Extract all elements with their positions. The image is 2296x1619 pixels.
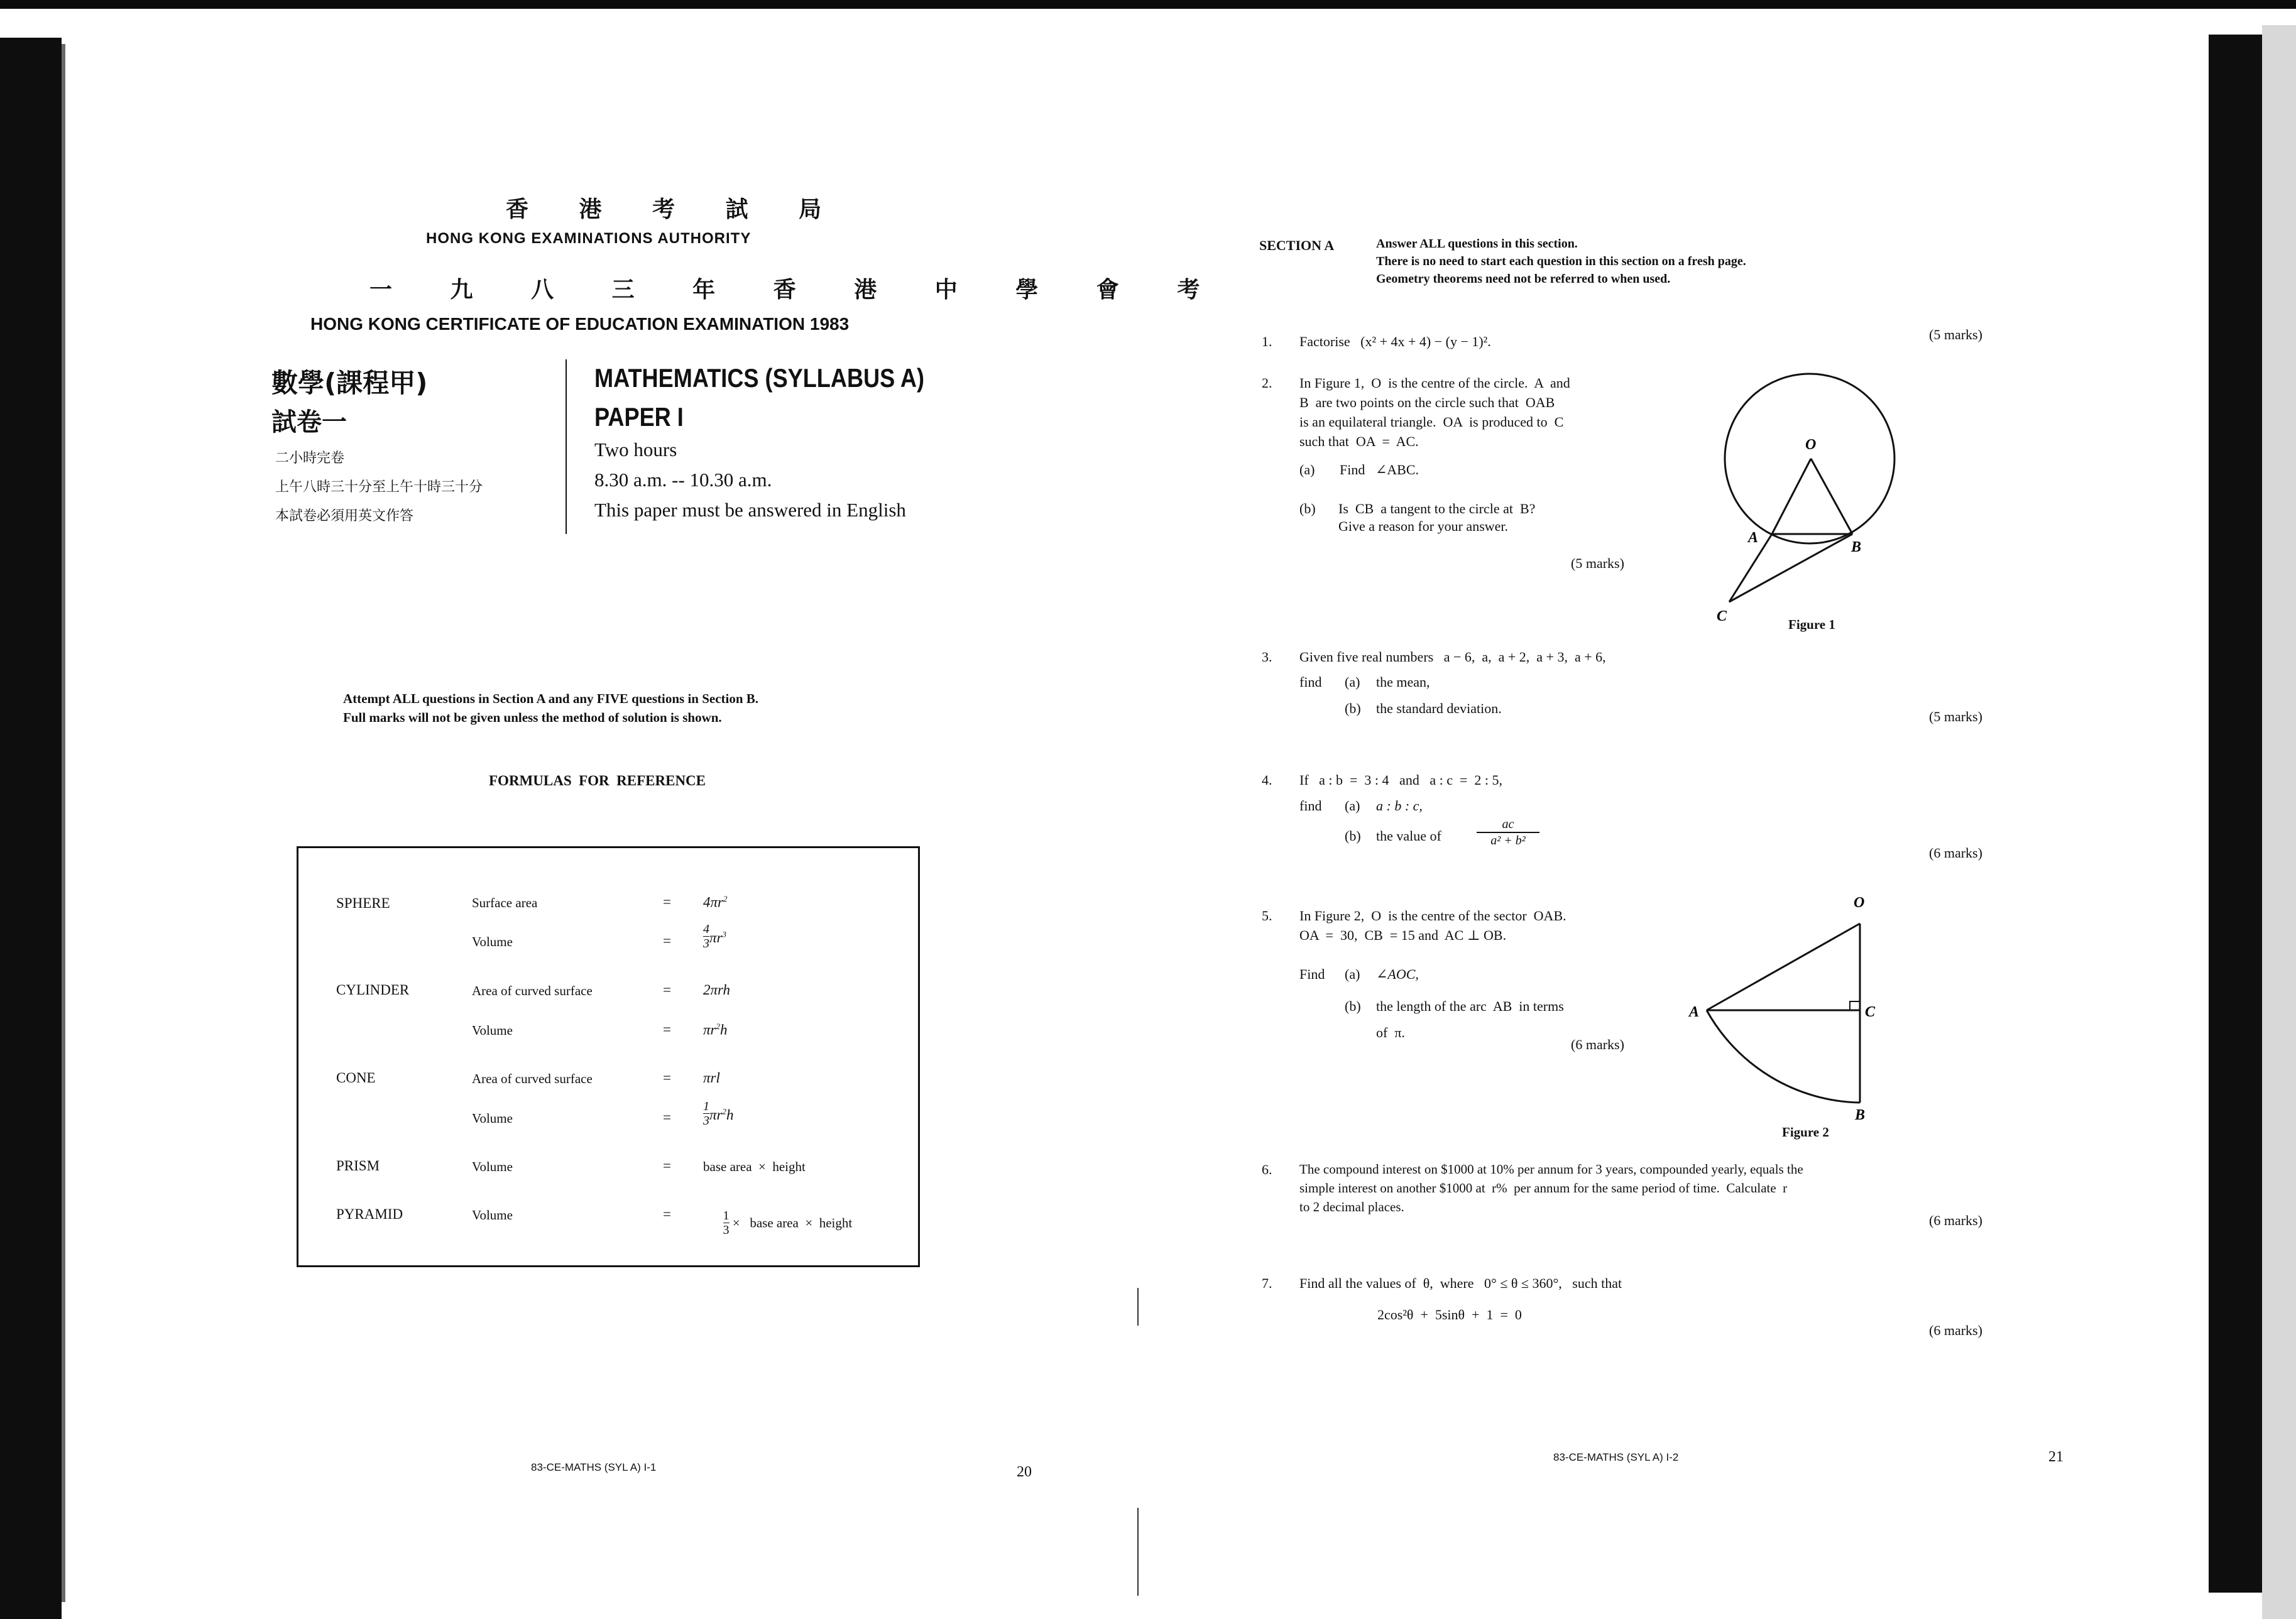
label-b: B bbox=[1851, 539, 1862, 555]
fraction-denominator: a² + b² bbox=[1490, 834, 1526, 848]
scan-top-border bbox=[0, 0, 2296, 9]
footer-code: 83-CE-MATHS (SYL A) I-2 bbox=[1553, 1451, 1679, 1463]
part-label: (b) bbox=[1345, 998, 1361, 1014]
scan-left-shadow bbox=[62, 44, 65, 1602]
formula-quantity: Area of curved surface bbox=[472, 983, 593, 998]
header-divider bbox=[566, 359, 567, 534]
formula-solid: PYRAMID bbox=[336, 1206, 403, 1222]
duration-chinese: 二小時完卷 bbox=[275, 450, 345, 466]
part-label: (a) bbox=[1345, 674, 1360, 690]
formula-equals: = bbox=[663, 982, 671, 998]
page-fold-mark bbox=[1137, 1508, 1139, 1596]
segment-oa bbox=[1707, 924, 1860, 1010]
formula-equals: = bbox=[663, 1070, 671, 1086]
question-text: simple interest on another $1000 at r% per annum for the same period of time. Calculate r bbox=[1299, 1180, 1788, 1196]
question-number: 2. bbox=[1262, 375, 1272, 391]
marks-label: (5 marks) bbox=[1929, 709, 1982, 724]
formula-equals: = bbox=[663, 1022, 671, 1037]
marks-label: (6 marks) bbox=[1929, 1322, 1982, 1338]
subject-english: MATHEMATICS (SYLLABUS A) bbox=[594, 363, 925, 393]
segment-oa bbox=[1772, 459, 1811, 534]
scan-right-shadow bbox=[2262, 25, 2296, 1619]
exam-year-chinese: 一 九 八 三 年 香 港 中 學 會 考 bbox=[369, 276, 1225, 303]
part-text: of π. bbox=[1376, 1025, 1405, 1040]
paper-english: PAPER I bbox=[594, 402, 684, 432]
find-label: find bbox=[1299, 798, 1322, 814]
label-b: B bbox=[1855, 1107, 1866, 1123]
formula-quantity: Volume bbox=[472, 1111, 513, 1126]
formula-quantity: Volume bbox=[472, 1207, 513, 1223]
language-chinese: 本試卷必須用英文作答 bbox=[275, 508, 414, 524]
part-label: (b) bbox=[1299, 501, 1316, 516]
part-label: (a) bbox=[1299, 462, 1315, 477]
label-o: O bbox=[1805, 437, 1817, 453]
authority-chinese: 香 港 考 試 局 bbox=[506, 196, 843, 222]
formula-equals: = bbox=[663, 1158, 671, 1174]
formula-equals: = bbox=[663, 933, 671, 949]
scan-right-edge bbox=[2209, 35, 2262, 1593]
question-number: 7. bbox=[1262, 1275, 1272, 1291]
question-text: B are two points on the circle such that OAB bbox=[1299, 395, 1555, 410]
paper-chinese: 試卷一 bbox=[271, 408, 347, 437]
figure-caption: Figure 1 bbox=[1788, 617, 1835, 632]
label-c: C bbox=[1717, 608, 1727, 624]
section-instruction: Geometry theorems need not be referred to when used. bbox=[1376, 272, 1671, 286]
section-instruction: There is no need to start each question in this section on a fresh page. bbox=[1376, 254, 1746, 268]
section-label: SECTION A bbox=[1259, 237, 1335, 253]
formula-solid: PRISM bbox=[336, 1158, 380, 1174]
formula-expression: $4\pi r^2$ bbox=[703, 894, 728, 910]
formula-quantity: Area of curved surface bbox=[472, 1071, 593, 1086]
formula-equals: = bbox=[663, 1206, 671, 1222]
question-text: to 2 decimal places. bbox=[1299, 1199, 1404, 1214]
segment-ob bbox=[1811, 459, 1852, 534]
arc-ab bbox=[1707, 1010, 1860, 1103]
duration-english: Two hours bbox=[594, 439, 677, 461]
label-o: O bbox=[1854, 895, 1865, 911]
label-c: C bbox=[1865, 1004, 1876, 1020]
part-text: a : b : c, bbox=[1376, 798, 1423, 814]
question-text: If a : b = 3 : 4 and a : c = 2 : 5, bbox=[1299, 772, 1502, 788]
marks-label: (5 marks) bbox=[1929, 327, 1982, 342]
formula-solid: CYLINDER bbox=[336, 982, 410, 998]
figure-caption: Figure 2 bbox=[1782, 1125, 1829, 1140]
formula-quantity: Volume bbox=[472, 1159, 513, 1174]
formula-quantity: Volume bbox=[472, 934, 513, 949]
authority-english: HONG KONG EXAMINATIONS AUTHORITY bbox=[426, 230, 752, 247]
time-english: 8.30 a.m. -- 10.30 a.m. bbox=[594, 469, 772, 491]
question-number: 4. bbox=[1262, 772, 1272, 788]
label-a: A bbox=[1748, 530, 1759, 546]
formula-solid: SPHERE bbox=[336, 895, 390, 911]
question-number: 6. bbox=[1262, 1162, 1272, 1177]
formula-solid: CONE bbox=[336, 1070, 376, 1086]
question-text: Find all the values of θ, where 0° ≤ θ ≤ 360°, such that bbox=[1299, 1275, 1622, 1291]
part-label: (b) bbox=[1345, 828, 1361, 844]
label-a: A bbox=[1689, 1004, 1700, 1020]
part-label: (a) bbox=[1345, 798, 1360, 814]
marks-label: (5 marks) bbox=[1571, 555, 1624, 571]
exam-title-english: HONG KONG CERTIFICATE OF EDUCATION EXAMINATION 1983 bbox=[310, 314, 850, 334]
part-text: Is CB a tangent to the circle at B? bbox=[1338, 501, 1536, 516]
part-label: (b) bbox=[1345, 700, 1361, 716]
fraction-numerator: ac bbox=[1477, 817, 1539, 833]
question-text: In Figure 1, O is the centre of the circle. A and bbox=[1299, 375, 1570, 391]
marks-label: (6 marks) bbox=[1929, 1213, 1982, 1228]
page-number: 21 bbox=[2048, 1449, 2064, 1465]
scan-left-edge bbox=[0, 38, 62, 1619]
footer-code: 83-CE-MATHS (SYL A) I-1 bbox=[531, 1461, 657, 1473]
marks-label: (6 marks) bbox=[1571, 1037, 1624, 1052]
circle bbox=[1725, 374, 1894, 543]
find-label: find bbox=[1299, 674, 1322, 690]
question-text: is an equilateral triangle. OA is produced to C bbox=[1299, 414, 1564, 430]
right-angle-mark bbox=[1850, 1001, 1860, 1010]
question-number: 3. bbox=[1262, 649, 1272, 665]
instruction-line: Attempt ALL questions in Section A and any FIVE questions in Section B. bbox=[343, 691, 759, 706]
question-number: 5. bbox=[1262, 908, 1272, 924]
page-fold-mark bbox=[1137, 1288, 1139, 1326]
formula-expression: $\frac{4}{3}$ $\pi r^3$ bbox=[703, 922, 726, 951]
part-text: the standard deviation. bbox=[1376, 700, 1502, 716]
equation: 2cos²θ + 5sinθ + 1 = 0 bbox=[1377, 1307, 1522, 1322]
part-text: the mean, bbox=[1376, 674, 1430, 690]
part-text: ∠AOC, bbox=[1376, 966, 1419, 982]
fraction bbox=[1477, 817, 1539, 848]
question-text: OA = 30, CB = 15 and AC ⊥ OB. bbox=[1299, 927, 1507, 943]
part-text: Give a reason for your answer. bbox=[1338, 518, 1509, 534]
formula-expression: $\frac{1}{3}$ × base area × height bbox=[723, 1209, 853, 1237]
marks-label: (6 marks) bbox=[1929, 845, 1982, 861]
question-text: The compound interest on $1000 at 10% per annum for 3 years, compounded yearly, equals the bbox=[1299, 1162, 1803, 1177]
find-label: Find bbox=[1299, 966, 1325, 982]
question-number: 1. bbox=[1262, 334, 1272, 349]
figure-2 bbox=[1671, 886, 1910, 1137]
instruction-line: Full marks will not be given unless the method of solution is shown. bbox=[343, 710, 722, 725]
formula-expression: $\frac{1}{3}$ $\pi r^2h$ bbox=[703, 1099, 734, 1128]
formula-table bbox=[297, 846, 920, 1267]
language-english: This paper must be answered in English bbox=[594, 499, 906, 521]
part-text: Find ∠ABC. bbox=[1340, 462, 1419, 477]
part-label: (a) bbox=[1345, 966, 1360, 982]
question-text: such that OA = AC. bbox=[1299, 433, 1419, 449]
formula-quantity: Surface area bbox=[472, 895, 538, 910]
formula-equals: = bbox=[663, 894, 671, 910]
formula-quantity: Volume bbox=[472, 1023, 513, 1038]
figure-1 bbox=[1671, 364, 1923, 641]
page-number: 20 bbox=[1017, 1464, 1032, 1480]
formula-expression: $\pi r^2h$ bbox=[703, 1022, 728, 1038]
formula-expression: πrl bbox=[703, 1070, 720, 1086]
formulas-heading: FORMULAS FOR REFERENCE bbox=[489, 773, 706, 788]
formula-expression: 2πrh bbox=[703, 982, 731, 998]
part-text: the value of bbox=[1376, 828, 1441, 844]
formula-expression: base area × height bbox=[703, 1159, 806, 1174]
question-text: In Figure 2, O is the centre of the sector OAB. bbox=[1299, 908, 1566, 924]
question-text: Given five real numbers a − 6, a, a + 2, a + 3, a + 6, bbox=[1299, 649, 1606, 665]
section-instruction: Answer ALL questions in this section. bbox=[1376, 237, 1578, 251]
question-text: Factorise (x² + 4x + 4) − (y − 1)². bbox=[1299, 334, 1491, 349]
time-chinese: 上午八時三十分至上午十時三十分 bbox=[275, 479, 483, 495]
subject-chinese: 數學(課程甲) bbox=[271, 368, 428, 398]
formula-equals: = bbox=[663, 1109, 671, 1125]
part-text: the length of the arc AB in terms bbox=[1376, 998, 1564, 1014]
